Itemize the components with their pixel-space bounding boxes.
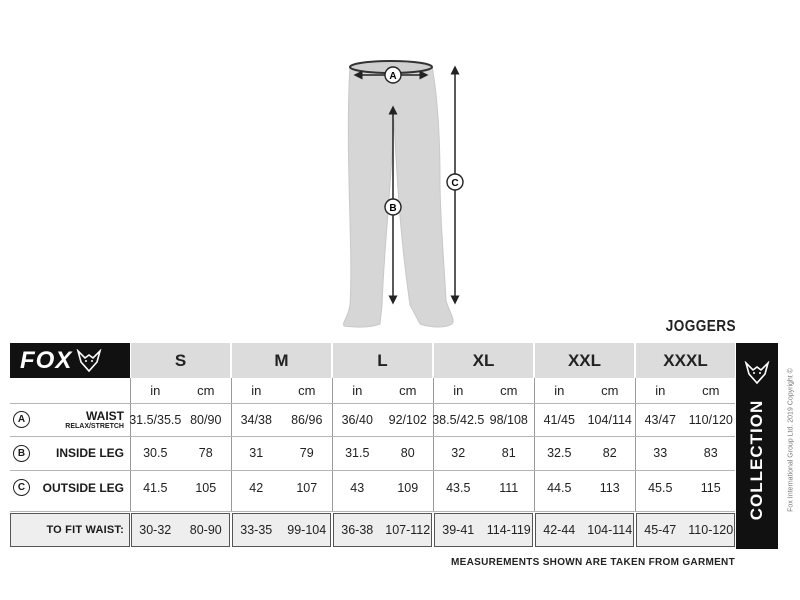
table-cell: 43.5 (446, 480, 471, 495)
table-cell: 98/108 (489, 412, 528, 427)
table-cell: 111 (499, 480, 519, 495)
trousers-silhouette (344, 66, 454, 327)
table-cell: 34/38 (240, 412, 272, 427)
fit-cell: 114-119 (486, 522, 531, 537)
marker-c-badge: C (13, 479, 30, 496)
fit-cell: 110-120 (688, 522, 734, 537)
fit-row-label: TO FIT WAIST: (46, 523, 124, 536)
unit-label: cm (500, 383, 518, 398)
fit-cell: 30-32 (139, 522, 172, 537)
marker-b-badge: B (13, 445, 30, 462)
table-cell: 32 (451, 446, 466, 460)
unit-label: in (251, 383, 262, 398)
table-cell: 41.5 (143, 480, 168, 495)
size-header: S (131, 343, 230, 378)
size-header: XL (434, 343, 533, 378)
fit-cell: 36-38 (341, 522, 374, 537)
footer-note: MEASUREMENTS SHOWN ARE TAKEN FROM GARMENT (451, 557, 735, 568)
unit-label: cm (601, 383, 619, 398)
row-label-text: WAIST (86, 409, 124, 423)
table-cell: 38.5/42.5 (432, 412, 485, 427)
unit-label: in (655, 383, 666, 398)
unit-label: in (554, 383, 565, 398)
table-cell: 110/120 (688, 412, 733, 427)
table-cell: 109 (397, 480, 419, 495)
table-cell: 42 (249, 480, 264, 495)
table-cell: 79 (299, 446, 314, 460)
row-label (34, 403, 128, 436)
table-cell: 82 (602, 446, 617, 460)
table-cell: 80 (400, 446, 415, 460)
copyright-note: Fox International Group Ltd. 2019 Copyright © (787, 368, 795, 512)
collection-label: COLLECTION (747, 400, 766, 521)
marker-a-badge: A (13, 411, 30, 428)
table-cell: 80/90 (190, 412, 222, 427)
table-cell: 86/96 (291, 412, 323, 427)
svg-text:A: A (389, 71, 397, 82)
fit-cell: 104-114 (587, 522, 633, 537)
table-cell: 83 (703, 446, 718, 460)
unit-label: in (150, 383, 161, 398)
table-cell: 105 (195, 480, 217, 495)
fit-cell: 39-41 (442, 522, 475, 537)
table-cell: 41/45 (543, 412, 575, 427)
table-cell: 32.5 (547, 446, 572, 460)
fit-cell: 99-104 (287, 522, 327, 537)
fit-cell: 107-112 (385, 522, 431, 537)
table-cell: 44.5 (547, 480, 572, 495)
table-cell: 43/47 (644, 412, 676, 427)
unit-label: in (453, 383, 464, 398)
row-label (34, 436, 128, 470)
row-label-text: INSIDE LEG (55, 446, 124, 460)
table-cell: 33 (653, 446, 668, 460)
table-cell: 113 (599, 480, 620, 495)
table-cell: 31.5 (345, 446, 370, 460)
table-cell: 104/114 (587, 412, 632, 427)
fox-head-icon (76, 349, 102, 373)
unit-label: cm (197, 383, 215, 398)
table-cell: 81 (501, 446, 516, 460)
table-cell: 45.5 (648, 480, 673, 495)
marker-a (385, 67, 401, 83)
fit-cell: 42-44 (543, 522, 576, 537)
row-label (34, 470, 128, 505)
size-header: L (333, 343, 432, 378)
table-cell: 31.5/35.5 (129, 412, 182, 427)
table-cell: 43 (350, 480, 365, 495)
unit-label: in (352, 383, 363, 398)
fox-head-icon (744, 361, 770, 385)
row-label-text: OUTSIDE LEG (42, 480, 124, 495)
fit-cell: 33-35 (240, 522, 273, 537)
marker-b (385, 199, 401, 215)
table-cell: 92/102 (388, 412, 427, 427)
row-sublabel-text: RELAX/STRETCH (65, 423, 124, 430)
table-cell: 78 (198, 446, 213, 460)
size-header: XXL (535, 343, 634, 378)
size-header: M (232, 343, 331, 378)
marker-c (447, 174, 463, 190)
unit-label: cm (399, 383, 417, 398)
product-title: JOGGERS (665, 318, 736, 335)
unit-label: cm (298, 383, 316, 398)
svg-text:C: C (451, 178, 459, 189)
fit-cell: 80-90 (189, 522, 222, 537)
table-cell: 36/40 (341, 412, 373, 427)
svg-text:B: B (389, 203, 397, 214)
table-cell: 31 (249, 446, 264, 460)
fit-cell: 45-47 (644, 522, 677, 537)
fox-logo (10, 343, 130, 378)
table-cell: 115 (700, 480, 721, 495)
brand-name: FOX (20, 346, 73, 374)
table-cell: 30.5 (143, 446, 168, 460)
collection-banner (736, 343, 778, 549)
unit-label: cm (702, 383, 720, 398)
size-chart-table (10, 343, 735, 549)
size-header: XXXL (636, 343, 735, 378)
table-cell: 107 (296, 480, 318, 495)
